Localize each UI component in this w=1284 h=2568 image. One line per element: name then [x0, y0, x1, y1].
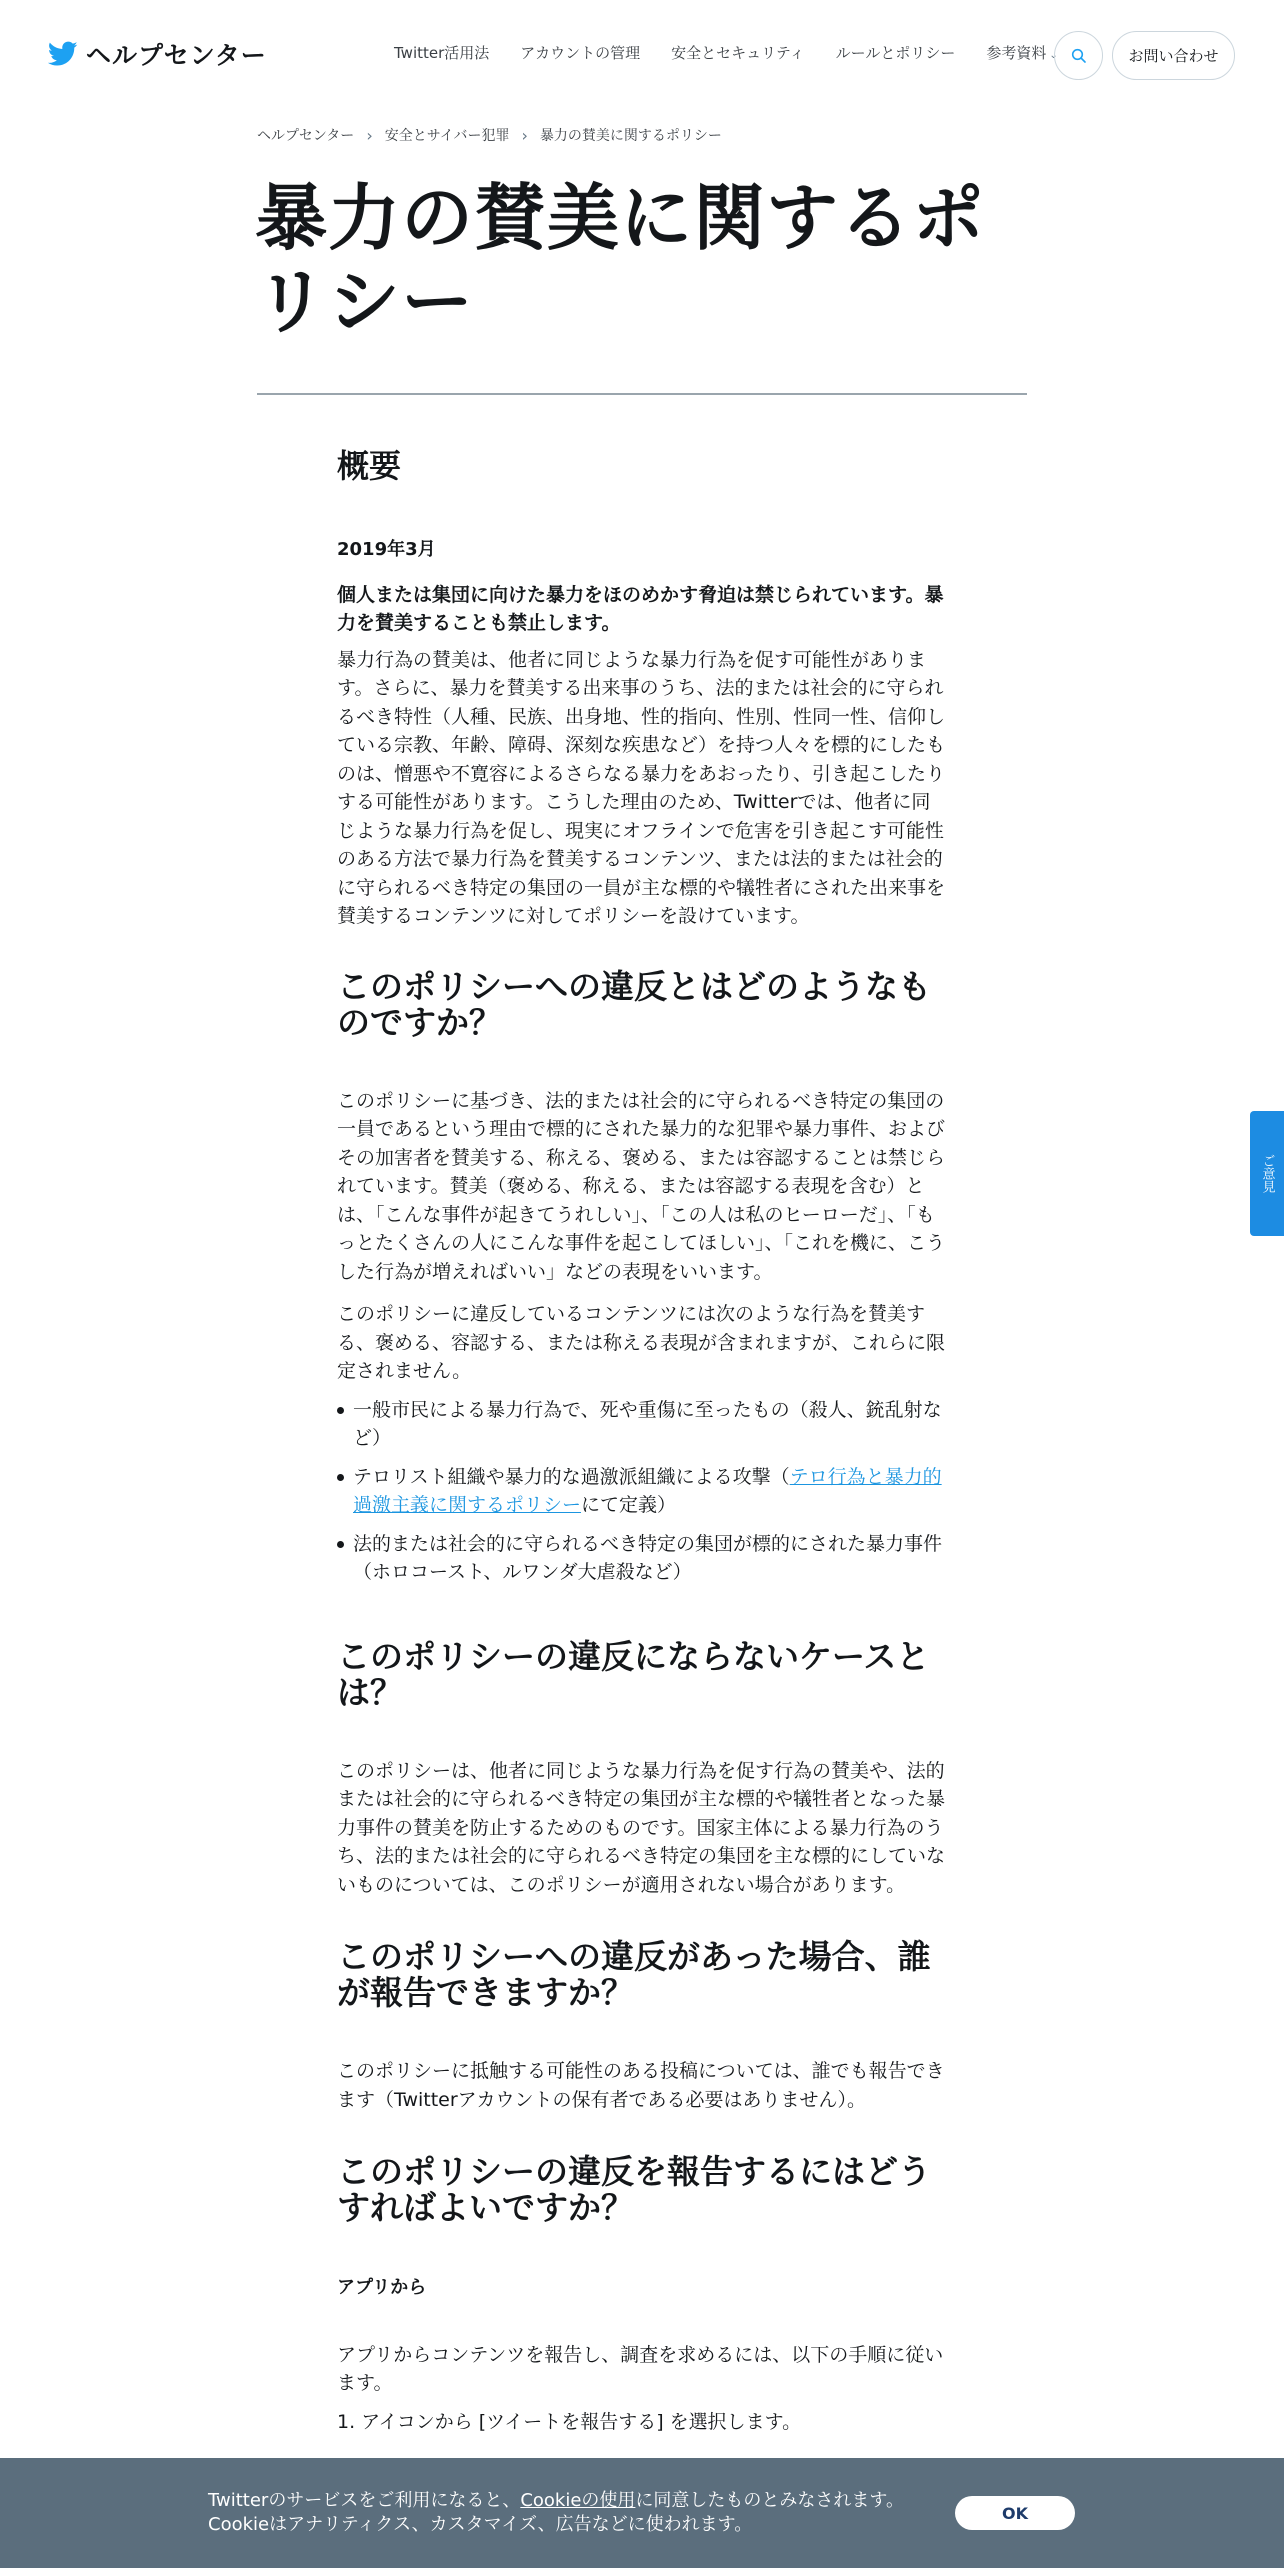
page-title-line2: リシー: [255, 260, 475, 344]
nav-resources[interactable]: [986, 42, 1057, 63]
list-item: [337, 1463, 947, 1520]
violation-paragraph-2: このポリシーに違反しているコンテンツには次のような行為を賛美する、褒める、容認する、または称える表現が含まれますが、これらに限定されません。: [337, 1303, 946, 1382]
cookie-line2: Cookieはアナリティクス、カスタマイズ、広告などに使われます。: [208, 2514, 753, 2535]
site-header: [0, 0, 1284, 110]
brand-title: ヘルプセンター: [86, 41, 267, 70]
list-item: 一般市民による暴力行為で、死や重傷に至ったもの（殺人、銃乱射など）: [337, 1396, 947, 1453]
who-can-report-heading: このポリシーへの違反があった場合、誰が報告できますか？: [337, 1937, 931, 2012]
not-violation-paragraph: このポリシーは、他者に同じような暴力行為を促す行為の賛美や、法的または社会的に守られるべき特定の集団が主な標的や犠牲者となった暴力事件の賛美を防止するためのものです。国家主体による暴力行為のうち、法的または社会的に守られるべき特定の集団を主な標的にしていないものについては、このポリシーが適用されない場合があります。: [337, 1759, 946, 1896]
brand-link[interactable]: [48, 36, 267, 72]
title-divider: [257, 393, 1027, 395]
search-button[interactable]: [1054, 31, 1103, 80]
policy-date: 2019年3月: [337, 539, 436, 560]
nav-account-management[interactable]: アカウントの管理: [520, 44, 641, 62]
cookie-notice: [208, 2489, 904, 2537]
chevron-right-icon: ›: [366, 125, 373, 145]
contact-button[interactable]: お問い合わせ: [1112, 31, 1235, 80]
nav-safety-security[interactable]: 安全とセキュリティ: [671, 44, 805, 62]
how-to-report-heading: このポリシーの違反を報告するにはどうすればよいですか？: [337, 2152, 931, 2227]
violation-heading: このポリシーへの違反とはどのようなものですか？: [337, 966, 931, 1042]
bullet2-post: にて定義）: [581, 1494, 677, 1516]
nav-rules-policies[interactable]: ルールとポリシー: [835, 44, 956, 62]
breadcrumb-item-current[interactable]: 暴力の賛美に関するポリシー: [539, 128, 722, 144]
cookie-line1-pre: Twitterのサービスをご利用になると、: [208, 2490, 521, 2511]
cookie-line1-post: に同意したものとみなされます。: [635, 2490, 904, 2511]
search-icon: [1071, 48, 1087, 64]
page-title: [255, 176, 1035, 344]
chevron-right-icon: ›: [521, 125, 528, 145]
from-app-paragraph: アプリからコンテンツを報告し、調査を求めるには、以下の手順に従います。: [337, 2343, 944, 2394]
list-item: 法的または社会的に守られるべき特定の集団が標的にされた暴力事件（ホロコースト、ルワンダ大虐殺など）: [337, 1530, 947, 1587]
twitter-bird-icon: [48, 41, 78, 67]
bullet2-pre: テロリスト組織や暴力的な過激派組織による攻撃（: [353, 1465, 790, 1488]
chevron-down-icon: ⌄: [1049, 50, 1058, 61]
from-app-heading: アプリから: [337, 2277, 427, 2298]
page-title-line1: 暴力の賛美に関するポ: [255, 176, 986, 260]
nav-how-to-use[interactable]: Twitter活用法: [394, 44, 490, 62]
who-can-report-paragraph: このポリシーに抵触する可能性のある投稿については、誰でも報告できます（Twitterアカウントの保有者である必要はありません）。: [337, 2060, 945, 2111]
terrorism-policy-link[interactable]: テロ行為と暴力的過激主義に関するポリシー: [353, 1465, 942, 1516]
breadcrumb-item-safety[interactable]: 安全とサイバー犯罪: [384, 128, 510, 144]
cookie-banner: [0, 2458, 1284, 2568]
overview-paragraph: 暴力行為の賛美は、他者に同じような暴力行為を促す可能性があります。さらに、暴力を賛美する出来事のうち、法的または社会的に守られるべき特性（人種、民族、出身地、性的指向、性別、性同一性、信仰している宗教、年齢、障碍、深刻な疾患など）を持つ人々を標的にしたものは、憎悪や不寛容によるさらなる暴力をあおったり、引き起こしたりする可能性があります。こうした理由のため、Twitterでは、他者に同じような暴力行為を促し、現実にオフラインで危害を引き起こす可能性のある方法で暴力行為を賛美するコンテンツ、または法的または社会的に守られるべき特定の集団の一員が主な標的や犠牲者にされた出来事を賛美するコンテンツに対してポリシーを設けています。: [337, 648, 946, 927]
cookie-policy-link[interactable]: Cookieの使用: [520, 2490, 636, 2511]
violation-paragraph-1: このポリシーに基づき、法的または社会的に守られるべき特定の集団の一員であるという理由で標的にされた暴力的な犯罪や暴力事件、およびその加害者を賛美する、称える、褒める、または容認することは禁じられています。賛美（褒める、称える、または容認する表現を含む）とは、「こんな事件が起きてうれしい」、「この人は私のヒーローだ」、「もっとたくさんの人にこんな事件を起こしてほしい」、「これを機に、こうした行為が増えればいい」などの表現をいいます。: [337, 1089, 946, 1283]
breadcrumb: [257, 125, 722, 145]
cookie-ok-button[interactable]: OK: [955, 2496, 1075, 2530]
article-body: [337, 440, 947, 2436]
policy-lead: 個人または集団に向けた暴力をほのめかす脅迫は禁じられています。暴力を賛美することも禁止します。: [337, 583, 944, 634]
nav-resources-label: 参考資料: [986, 44, 1047, 62]
feedback-label: ご意見: [1259, 1154, 1275, 1193]
report-step-1: 1. アイコンから [ツイートを報告する] を選択します。: [337, 2410, 802, 2433]
violation-examples-list: [337, 1396, 947, 1587]
not-violation-heading: このポリシーの違反にならないケースとは？: [337, 1636, 930, 1712]
feedback-tab[interactable]: [1250, 1111, 1284, 1236]
main-nav: [394, 42, 1058, 63]
overview-heading: 概要: [337, 447, 402, 485]
breadcrumb-item-help-center[interactable]: ヘルプセンター: [257, 128, 355, 144]
